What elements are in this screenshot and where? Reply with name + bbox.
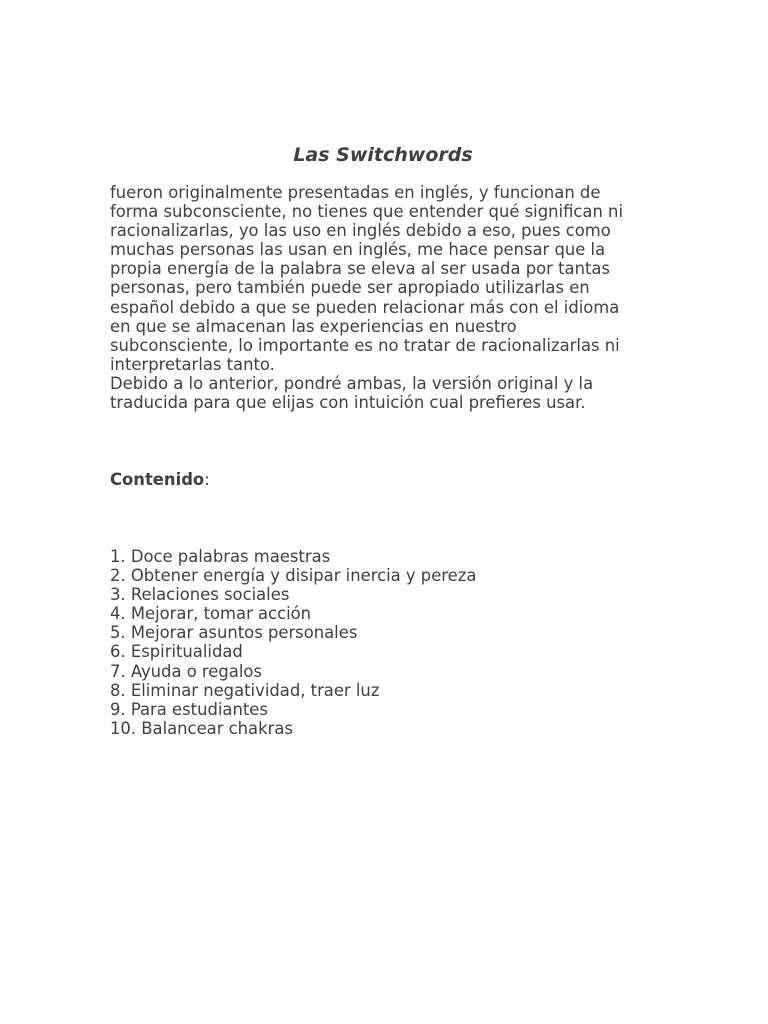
contents-label: Contenido	[110, 470, 205, 489]
contents-heading	[110, 470, 210, 489]
paragraph-line: en que se almacenan las experiencias en nuestro	[110, 316, 517, 336]
paragraph-line: Debido a lo anterior, pondré ambas, la versión original y la	[110, 373, 594, 393]
paragraph-line: racionalizarlas, yo las uso en inglés debido a eso, pues como	[110, 221, 611, 241]
contents-colon: :	[204, 470, 210, 489]
toc-item: 7. Ayuda o regalos	[110, 661, 262, 681]
paragraph-line: español debido a que se pueden relacionar más con el idioma	[110, 297, 620, 317]
toc-item: 8. Eliminar negatividad, traer luz	[110, 680, 380, 700]
paragraph-line: muchas personas las usan en inglés, me hace pensar que la	[110, 240, 606, 260]
paragraph-line: forma subconsciente, no tienes que entender qué significan ni	[110, 202, 623, 222]
toc-item: 9. Para estudiantes	[110, 699, 268, 719]
intro-paragraph	[110, 183, 670, 412]
paragraph-line: fueron originalmente presentadas en inglés, y funcionan de	[110, 183, 601, 202]
toc-item: 3. Relaciones sociales	[110, 585, 290, 605]
paragraph-line: personas, pero también puede ser apropiado utilizarlas en	[110, 278, 590, 298]
toc-item: 2. Obtener energía y disipar inercia y pereza	[110, 566, 477, 586]
paragraph-line: interpretarlas tanto.	[110, 354, 275, 374]
toc-item: 10. Balancear chakras	[110, 718, 293, 738]
document-title: Las Switchwords	[293, 144, 473, 166]
toc-item: 1. Doce palabras maestras	[110, 547, 331, 566]
table-of-contents	[110, 547, 476, 738]
paragraph-line: subconsciente, lo importante es no tratar de racionalizarlas ni	[110, 335, 620, 355]
paragraph-line: traducida para que elijas con intuición cual prefieres usar.	[110, 393, 586, 413]
toc-item: 6. Espiritualidad	[110, 642, 243, 662]
toc-item: 5. Mejorar asuntos personales	[110, 623, 358, 643]
toc-item: 4. Mejorar, tomar acción	[110, 604, 312, 624]
paragraph-line: propia energía de la palabra se eleva al ser usada por tantas	[110, 259, 610, 279]
